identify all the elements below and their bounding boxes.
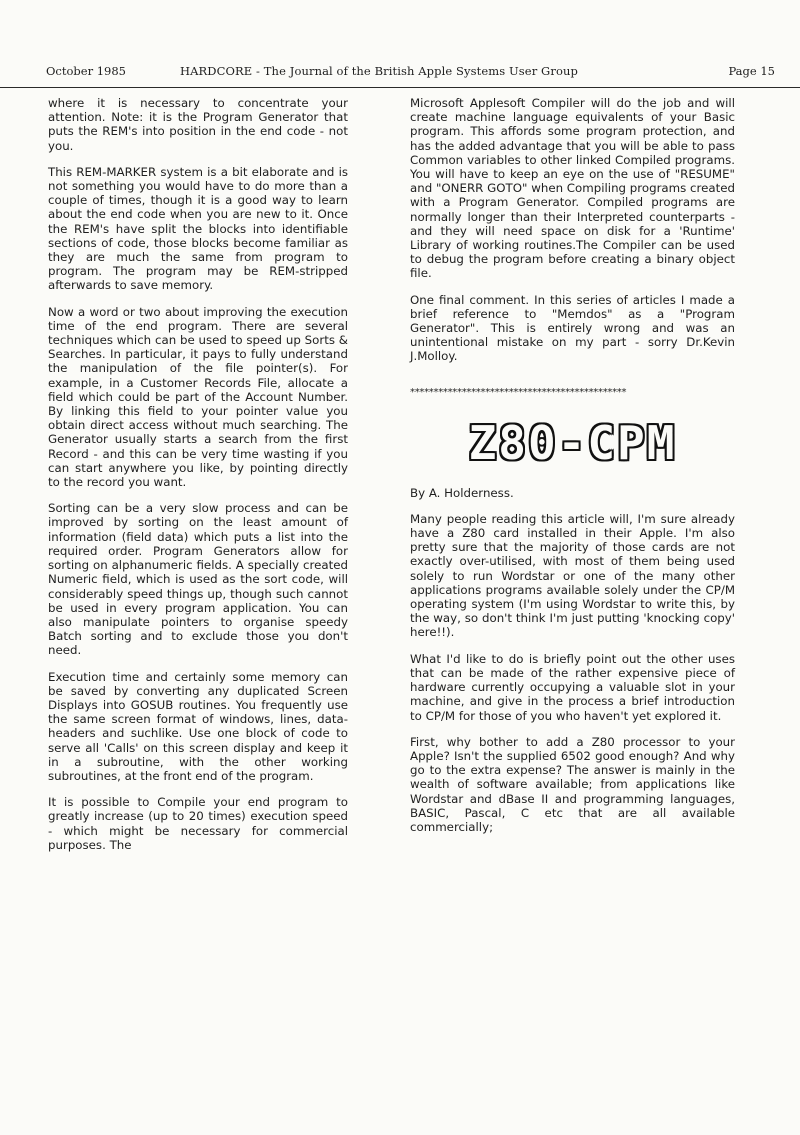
paragraph: One final comment. In this series of articles I made a brief reference to "Memdos" as a "Program Generator". This is entirely wrong and was an unintentional mistake on my part - sorry Dr.Kevin J.Molloy. (410, 292, 735, 364)
journal-title: HARDCORE - The Journal of the British Apple Systems User Group (180, 64, 578, 78)
paragraph: Sorting can be a very slow process and can be improved by sorting on the least amount of information (field data) which puts a list into the required order. Program Generators allow for sorting on alphanumeric fields. A specially created Numeric field, which is used as the sort code, will considerably speed things up, though such cannot be used in every program application. You can also manipulate pointers to organise speedy Batch sorting and to exclude those you don't need. (48, 501, 348, 658)
page-header (40, 64, 775, 84)
paragraph: where it is necessary to concentrate your attention. Note: it is the Program Generator that puts the REM's into position in the end code - not you. (48, 96, 348, 153)
banner-title: Z80-CPM (468, 415, 677, 470)
paragraph: Microsoft Applesoft Compiler will do the job and will create machine language equivalents of your Basic program. This affords some program protection, and has the added advantage that you will be able to pass Common variables to other linked Compiled programs. You will have to keep an eye on the use of "RESUME" and "ONERR GOTO" when Compiling programs created with a Program Generator. Compiled programs are normally longer than their Interpreted counterparts - and they will need space on disk for a 'Runtime' Library of working routines.The Compiler can be used to debug the program before creating a binary object file. (410, 96, 735, 281)
paragraph: This REM-MARKER system is a bit elaborate and is not something you would have to do more than a couple of times, though it is a good way to learn about the end code when you are new to it. Once the REM's have split the blocks into identifiable sections of code, those blocks become familiar as they are much the same from program to program. The program may be REM-stripped afterwards to save memory. (48, 164, 348, 293)
paragraph: Many people reading this article will, I'm sure already have a Z80 card installed in their Apple. I'm also pretty sure that the majority of those cards are not exactly over-utilised, with most of them being used solely to run Wordstar or one of the many other applications programs available solely under the CP/M operating system (I'm using Wordstar to write this, by the way, so don't think I'm just putting 'knocking copy' here!!). (410, 511, 735, 640)
asterisk-separator: ********************************************** (410, 386, 627, 398)
paragraph: First, why bother to add a Z80 processor to your Apple? Isn't the supplied 6502 good enough? And why go to the extra expense? The answer is mainly in the wealth of software available; from applications like Wordstar and dBase II and programming languages, BASIC, Pascal, C etc that are all available commercially; (410, 734, 735, 834)
article-byline: By A. Holderness. (410, 485, 514, 500)
right-column (410, 96, 735, 846)
paragraph: Execution time and certainly some memory can be saved by converting any duplicated Screen Displays into GOSUB routines. You frequently use the same screen format of windows, lines, data-headers and suchlike. Use one block of code to serve all 'Calls' on this screen display and keep it in a subroutine, with the other working subroutines, at the front end of the program. (48, 669, 348, 783)
page-number: Page 15 (728, 64, 775, 78)
paragraph: What I'd like to do is briefly point out the other uses that can be made of the rather expensive piece of hardware currently occupying a valuable slot in your machine, and give in the process a brief introduction to CP/M for those of you who haven't yet explored it. (410, 651, 735, 723)
left-column (48, 96, 348, 864)
paragraph: Now a word or two about improving the execution time of the end program. There are several techniques which can be used to speed up Sorts & Searches. In particular, it pays to fully understand the manipulation of the file pointer(s). For example, in a Customer Records File, allocate a field which could be part of the Account Number. By linking this field to your pointer value you obtain direct access without much searching. The Generator usually starts a search from the first Record - and this can be very time wasting if you can start anywhere you like, by pointing directly to the record you want. (48, 304, 348, 490)
issue-date: October 1985 (46, 64, 127, 78)
article-banner (410, 414, 735, 472)
paragraph: It is possible to Compile your end program to greatly increase (up to 20 times) execution speed - which might be necessary for commercial purposes. The (48, 795, 348, 852)
header-rule (0, 87, 800, 88)
